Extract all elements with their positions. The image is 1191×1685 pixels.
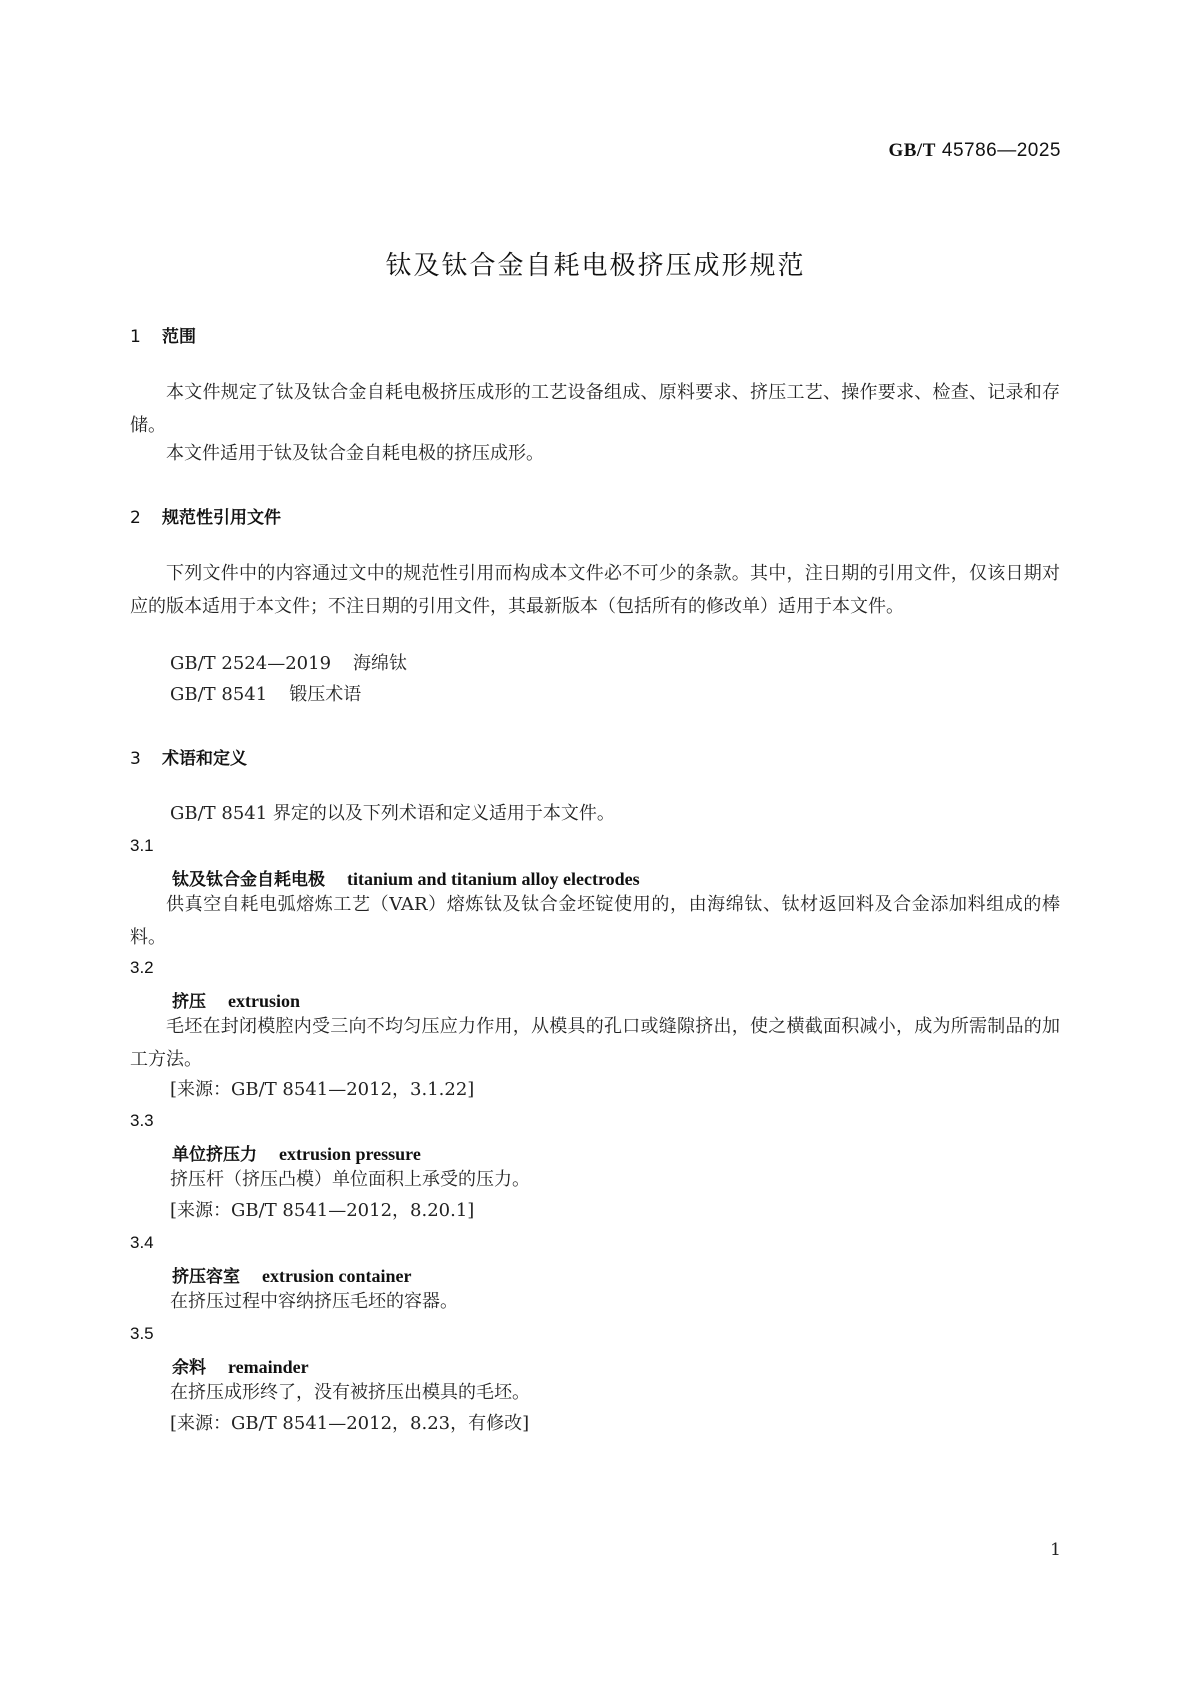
reference-item — [170, 678, 361, 711]
reference-item — [170, 647, 407, 680]
term-source: [来源：GB/T 8541—2012，8.20.1] — [170, 1200, 475, 1221]
term-definition: 在挤压过程中容纳挤压毛坯的容器。 — [170, 1291, 458, 1312]
term-zh: 余料 — [172, 1358, 206, 1378]
standard-number: 45786—2025 — [941, 140, 1061, 161]
term-definition: 供真空自耗电弧熔炼工艺（VAR）熔炼钛及钛合金坯锭使用的，由海绵钛、钛材返回料及合金添加料组成的棒料。 — [130, 894, 1060, 948]
scope-paragraph-1: 本文件规定了钛及钛合金自耗电极挤压成形的工艺设备组成、原料要求、挤压工艺、操作要求、检查、记录和存储。 — [130, 382, 1060, 436]
standard-code — [888, 140, 1061, 162]
term-number: 3.3 — [130, 1111, 154, 1130]
section-number: 1 — [130, 327, 141, 347]
term-title — [172, 1353, 309, 1378]
term-number: 3.2 — [130, 958, 154, 977]
term-title — [172, 1262, 411, 1287]
scope-paragraph-2: 本文件适用于钛及钛合金自耗电极的挤压成形。 — [166, 443, 544, 464]
term-title — [172, 865, 640, 890]
term-definition: 毛坯在封闭模腔内受三向不均匀压应力作用，从模具的孔口或缝隙挤出，使之横截面积减小，成为所需制品的加工方法。 — [130, 1016, 1060, 1070]
section-title: 规范性引用文件 — [162, 508, 281, 528]
section-title: 术语和定义 — [162, 749, 247, 769]
term-en: remainder — [228, 1357, 309, 1377]
term-zh: 挤压容室 — [172, 1267, 240, 1287]
reference-title: 海绵钛 — [353, 653, 408, 674]
term-en: extrusion — [228, 991, 300, 1011]
term-definition: 挤压杆（挤压凸模）单位面积上承受的压力。 — [170, 1169, 530, 1190]
term-number: 3.1 — [130, 836, 154, 855]
term-zh: 单位挤压力 — [172, 1145, 257, 1165]
term-zh: 钛及钛合金自耗电极 — [172, 870, 325, 890]
term-source: [来源：GB/T 8541—2012，8.23，有修改] — [170, 1413, 530, 1434]
term-en: titanium and titanium alloy electrodes — [347, 869, 640, 889]
term-title — [172, 1140, 421, 1165]
references-intro: 下列文件中的内容通过文中的规范性引用而构成本文件必不可少的条款。其中，注日期的引用文件，仅该日期对应的版本适用于本文件；不注日期的引用文件，其最新版本（包括所有的修改单）适用于本文件。 — [130, 563, 1060, 617]
section-number: 2 — [130, 508, 141, 528]
document-title: 钛及钛合金自耗电极挤压成形规范 — [385, 251, 806, 281]
section-heading-scope — [130, 322, 196, 347]
section-heading-normative-references — [130, 503, 281, 528]
reference-code: GB/T 8541 — [170, 684, 268, 705]
term-number: 3.5 — [130, 1324, 154, 1343]
reference-code: GB/T 2524—2019 — [170, 653, 332, 674]
term-title — [172, 987, 300, 1012]
section-title: 范围 — [162, 327, 196, 347]
reference-title: 锻压术语 — [289, 684, 362, 705]
section-number: 3 — [130, 749, 141, 769]
section-heading-terms — [130, 744, 247, 769]
standard-prefix: GB/T — [888, 140, 936, 161]
term-en: extrusion container — [262, 1266, 412, 1286]
terms-intro: GB/T 8541 界定的以及下列术语和定义适用于本文件。 — [170, 803, 615, 824]
term-definition: 在挤压成形终了，没有被挤压出模具的毛坯。 — [170, 1382, 530, 1403]
term-number: 3.4 — [130, 1233, 154, 1252]
term-source: [来源：GB/T 8541—2012，3.1.22] — [170, 1079, 475, 1100]
term-en: extrusion pressure — [279, 1144, 421, 1164]
term-zh: 挤压 — [172, 992, 206, 1012]
page-number: 1 — [1050, 1540, 1061, 1560]
